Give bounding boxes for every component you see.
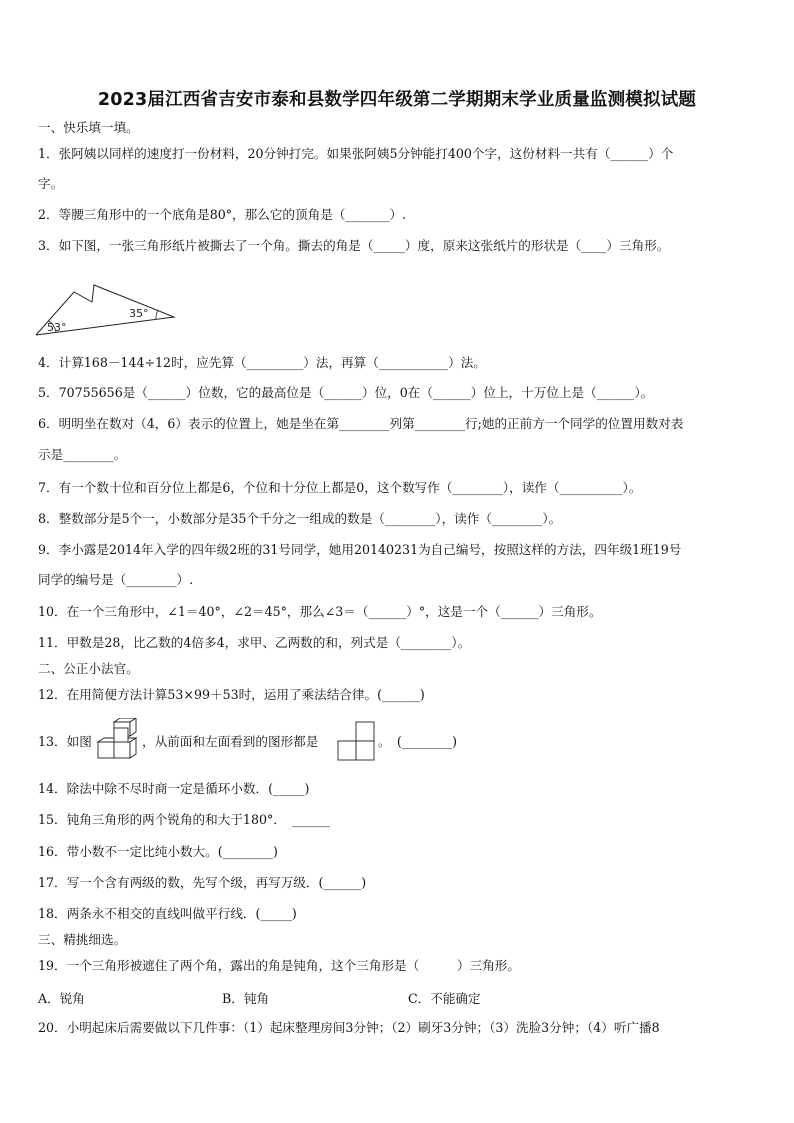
question-13-part-3: 。 (________) [378, 734, 458, 749]
question-15: 15．钝角三角形的两个锐角的和大于180°． ______ [38, 812, 330, 827]
question-6-line-1: 6．明明坐在数对（4，6）表示的位置上，她是坐在第________列第________行;她的正前方一个同学的位置用数对表 [38, 416, 684, 431]
question-6-line-2: 示是________。 [38, 447, 127, 462]
question-16: 16．带小数不一定比纯小数大。(________) [38, 844, 278, 859]
question-10: 10．在一个三角形中，∠1＝40°，∠2＝45°，那么∠3＝（______）°，这是一个（______）三角形。 [38, 604, 602, 619]
angle-label-right: 35° [129, 307, 149, 320]
section-2-heading: 二、公正小法官。 [38, 661, 139, 676]
question-18: 18．两条永不相交的直线叫做平行线．(_____) [38, 906, 297, 921]
question-19-option-c: C．不能确定 [408, 991, 481, 1006]
torn-triangle-figure [34, 280, 180, 340]
question-19: 19．一个三角形被遮住了两个角，露出的角是钝角，这个三角形是（ ）三角形。 [38, 958, 520, 973]
question-11: 11．甲数是28，比乙数的4倍多4，求甲、乙两数的和，列式是（________）。 [38, 635, 471, 650]
right-angle-arc [156, 310, 158, 319]
question-20: 20．小明起床后需要做以下几件事：（1）起床整理房间3分钟；（2）刷牙3分钟；（3）洗脸3分钟；（4）听广播8 [38, 1020, 660, 1035]
question-12: 12．在用简便方法计算53×99＋53时，运用了乘法结合律。(______) [38, 687, 425, 702]
question-7: 7．有一个数十位和百分位上都是6，个位和十分位上都是0，这个数写作（________），读作（__________）。 [38, 480, 642, 495]
question-5: 5．70755656是（______）位数，它的最高位是（______）位，0在（______）位上，十万位上是（______）。 [38, 385, 654, 400]
question-19-option-b: B．钝角 [222, 991, 270, 1006]
question-13-part-2: ，从前面和左面看到的图形都是 [142, 734, 319, 749]
question-9-line-1: 9．李小露是2014年入学的四年级2班的31号同学，她用20140231为自己编号，按照这样的方法，四年级1班19号 [38, 542, 682, 557]
question-14: 14．除法中除不尽时商一定是循环小数．(_____) [38, 781, 310, 796]
question-13-part-1: 13．如图 [38, 734, 92, 749]
question-8: 8．整数部分是5个一，小数部分是35个千分之一组成的数是（________），读作（________）。 [38, 511, 562, 526]
question-3: 3．如下图，一张三角形纸片被撕去了一个角。撕去的角是（_____）度，原来这张纸片的形状是（____）三角形。 [38, 238, 670, 253]
question-19-option-a: A．锐角 [38, 991, 85, 1006]
question-2: 2．等腰三角形中的一个底角是80°，那么它的顶角是（_______）. [38, 207, 407, 222]
exam-title: 2023届江西省吉安市泰和县数学四年级第二学期期末学业质量监测模拟试题 [97, 90, 697, 110]
section-1-heading: 一、快乐填一填。 [38, 120, 139, 135]
question-1-line-2: 字。 [38, 176, 64, 191]
section-3-heading: 三、精挑细选。 [38, 932, 127, 947]
front-left-view-figure [336, 720, 376, 762]
question-4: 4．计算168－144÷12时，应先算（_________）法，再算（___________）法。 [38, 355, 486, 370]
question-9-line-2: 同学的编号是（________）. [38, 572, 194, 587]
question-1-line-1: 1．张阿姨以同样的速度打一份材料，20分钟打完。如果张阿姨5分钟能打400个字，这份材料一共有（______）个 [38, 146, 674, 161]
angle-label-left: 53° [47, 321, 67, 334]
cube-stack-figure [96, 718, 140, 762]
question-17: 17．写一个含有两级的数，先写个级，再写万级．(______) [38, 875, 367, 890]
